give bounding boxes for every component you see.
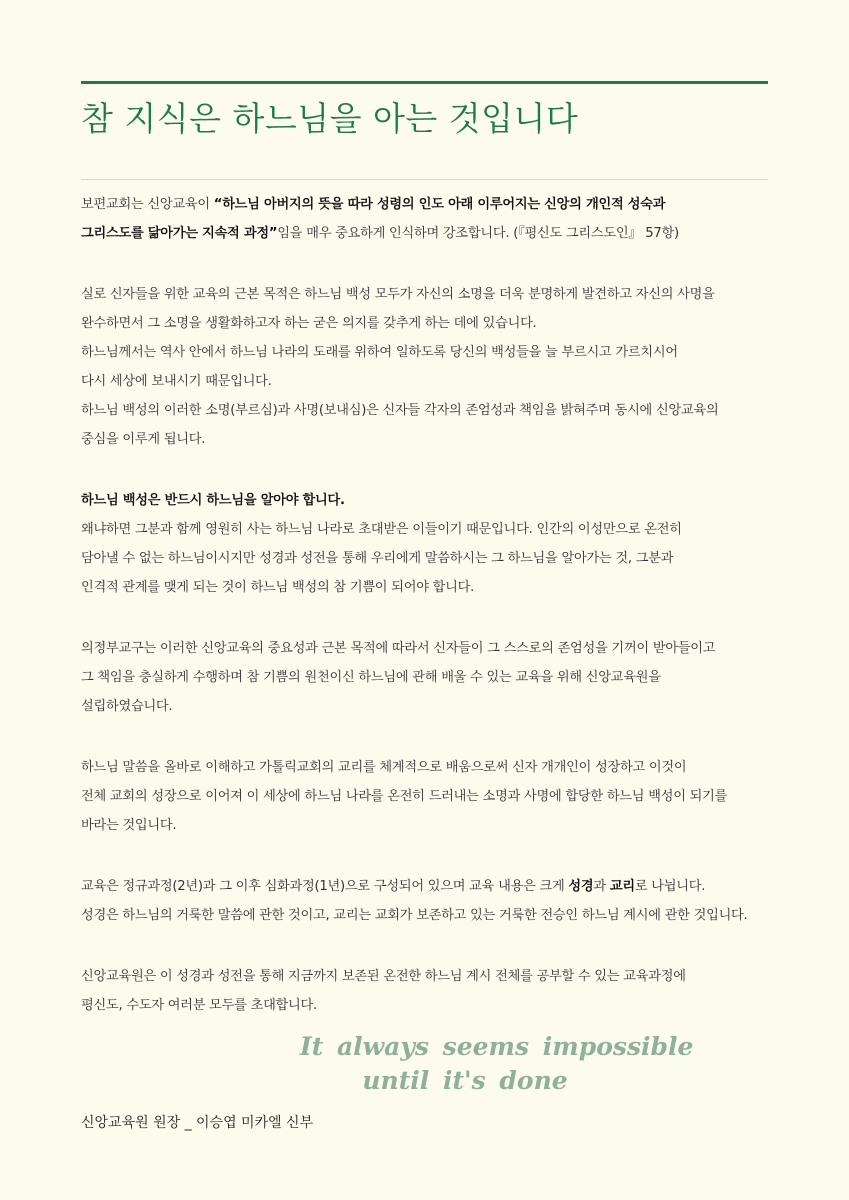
page-title: 참 지식은 하느님을 아는 것입니다: [81, 99, 579, 138]
quote-line: It always seems impossible: [300, 1032, 694, 1061]
curriculum-line-1: [81, 872, 781, 901]
paragraph-purpose: [81, 280, 781, 454]
paragraph-invitation: [81, 962, 781, 1020]
text-line: 다시 세상에 보내시기 때문입니다.: [81, 374, 272, 389]
paragraph-goal: [81, 753, 781, 840]
text-line: 성경은 하느님의 거룩한 말씀에 관한 것이고, 교리는 교회가 보존하고 있는 거룩한 전승인 하느님 계시에 관한 것입니다.: [81, 908, 748, 923]
intro-line-2: [81, 219, 781, 248]
intro-emphasis: “하느님 아버지의 뜻을 따라 성령의 인도 아래 이루어지는 신앙의 개인적 성숙과: [213, 197, 666, 212]
text-line: 전체 교회의 성장으로 이어져 이 세상에 하느님 나라를 온전히 드러내는 소명과 사명에 합당한 하느님 백성이 되기를: [81, 789, 728, 804]
signature: 신앙교육원 원장 _ 이승엽 미카엘 신부: [81, 1115, 314, 1131]
text-line: 중심을 이루게 됩니다.: [81, 432, 206, 447]
paragraph-curriculum: [81, 872, 781, 930]
paragraph-knowing-god: [81, 486, 781, 602]
text-line: 평신도, 수도자 여러분 모두를 초대합니다.: [81, 998, 317, 1013]
intro-line-1: [81, 190, 781, 219]
text-line: 의정부교구는 이러한 신앙교육의 중요성과 근본 목적에 따라서 신자들이 그 스스로의 존엄성을 기꺼이 받아들이고: [81, 641, 716, 656]
paragraph-intro: [81, 190, 781, 248]
text-line: 하느님 말씀을 올바로 이해하고 가톨릭교회의 교리를 체계적으로 배움으로써 신자 개개인이 성장하고 이것이: [81, 760, 687, 775]
text-line: 신앙교육원은 이 성경과 성전을 통해 지금까지 보존된 온전한 하느님 계시 전체를 공부할 수 있는 교육과정에: [81, 969, 686, 984]
quote: [300, 1030, 694, 1098]
intro-text-cont: 임을 매우 중요하게 인식하며 강조합니다. (『평신도 그리스도인』 57항): [277, 226, 679, 241]
keyword-bible: 성경: [568, 879, 594, 894]
intro-emphasis-cont: 그리스도를 닮아가는 지속적 과정”: [81, 226, 278, 241]
curriculum-text: 교육은 정규과정(2년)과 그 이후 심화과정(1년)으로 구성되어 있으며 교육 내용은 크게: [81, 879, 569, 894]
text-line: 그 책임을 충실하게 수행하며 참 기쁨의 원천이신 하느님에 관해 배울 수 있는 교육을 위해 신앙교육원을: [81, 670, 661, 685]
curriculum-text: 로 나뉩니다.: [634, 879, 706, 894]
text-line: 완수하면서 그 소명을 생활화하고자 하는 굳은 의지를 갖추게 하는 데에 있습니다.: [81, 316, 537, 331]
text-line: 인격적 관계를 맺게 되는 것이 하느님 백성의 참 기쁨이 되어야 합니다.: [81, 580, 475, 595]
text-line: 왜냐하면 그분과 함께 영원히 사는 하느님 나라로 초대받은 이들이기 때문입니다. 인간의 이성만으로 온전히: [81, 522, 682, 537]
text-line: 설립하였습니다.: [81, 699, 173, 714]
divider: [81, 179, 768, 180]
text-line: 실로 신자들을 위한 교육의 근본 목적은 하느님 백성 모두가 자신의 소명을 더욱 분명하게 발견하고 자신의 사명을: [81, 287, 715, 302]
text-line: 담아낼 수 없는 하느님이시지만 성경과 성전을 통해 우리에게 말씀하시는 그 하느님을 알아가는 것, 그분과: [81, 551, 674, 566]
intro-text: 보편교회는 신앙교육이: [81, 197, 214, 212]
curriculum-text: 과: [593, 879, 610, 894]
paragraph-diocese: [81, 634, 781, 721]
keyword-doctrine: 교리: [609, 879, 635, 894]
top-rule: [81, 81, 768, 84]
text-line: 바라는 것입니다.: [81, 818, 177, 833]
text-line: 하느님께서는 역사 안에서 하느님 나라의 도래를 위하여 일하도록 당신의 백성들을 늘 부르시고 가르치시어: [81, 345, 678, 360]
text-line: 하느님 백성의 이러한 소명(부르심)과 사명(보내심)은 신자들 각자의 존엄성과 책임을 밝혀주며 동시에 신앙교육의: [81, 403, 719, 418]
body-text: [81, 190, 781, 1052]
quote-line: until it's done: [362, 1066, 568, 1095]
section-heading: 하느님 백성은 반드시 하느님을 알아야 합니다.: [81, 493, 345, 508]
